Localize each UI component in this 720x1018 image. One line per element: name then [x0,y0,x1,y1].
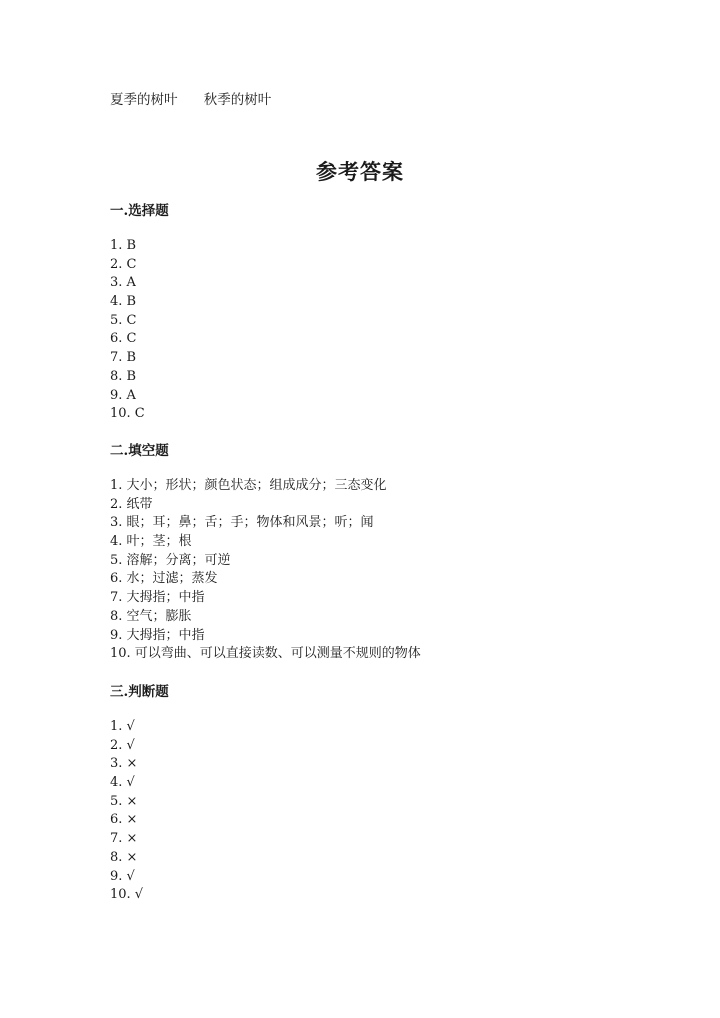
page-title: 参考答案 [316,159,404,184]
image-captions [110,88,271,108]
answer-item: 5. C [110,312,137,328]
answer-item: 3. A [110,275,136,291]
section-fill-in-blank [110,441,421,664]
answer-item: 3. × [110,756,138,772]
answer-item: 10. C [110,406,145,422]
section-heading: 三.判断题 [110,684,169,700]
answer-item: 7. 大拇指；中指 [110,590,205,606]
section-heading: 一.选择题 [110,203,169,219]
answer-item: 4. √ [110,775,135,791]
answer-item: 1. 大小；形状；颜色状态；组成成分；三态变化 [110,478,387,493]
answer-item: 6. C [110,331,137,347]
answer-item: 9. A [110,387,136,403]
answer-item: 8. 空气；膨胀 [110,608,192,624]
answer-item: 9. √ [110,868,135,884]
answer-item: 10. 可以弯曲、可以直接读数、可以测量不规则的物体 [110,646,421,662]
answer-item: 1. √ [110,719,135,734]
answer-list [110,718,169,905]
answer-item: 8. × [110,849,138,865]
section-multiple-choice [110,201,169,424]
answer-item: 9. 大拇指；中指 [110,627,205,643]
answer-item: 6. 水；过滤；蒸发 [110,571,218,587]
answer-list [110,477,421,664]
caption-autumn-leaf: 秋季的树叶 [203,92,272,108]
caption-summer-leaf: 夏季的树叶 [110,92,178,108]
answer-item: 7. × [110,831,138,847]
answer-item: 2. √ [110,737,135,753]
answer-item: 10. √ [110,887,144,903]
answer-item: 1. B [110,238,137,253]
answer-item: 4. B [110,294,137,310]
answer-item: 8. B [110,368,137,384]
answer-item: 5. × [110,793,138,809]
section-true-false [110,682,169,905]
answer-list [110,237,169,424]
section-heading: 二.填空题 [110,443,169,459]
answer-item: 2. 纸带 [110,496,153,512]
answer-item: 2. C [110,256,137,272]
answer-item: 3. 眼；耳；鼻；舌；手；物体和风景；听；闻 [110,515,374,531]
answer-item: 7. B [110,350,137,366]
answer-item: 5. 溶解；分离；可逆 [110,552,231,568]
answer-item: 4. 叶；茎；根 [110,534,192,550]
answer-item: 6. × [110,812,138,828]
